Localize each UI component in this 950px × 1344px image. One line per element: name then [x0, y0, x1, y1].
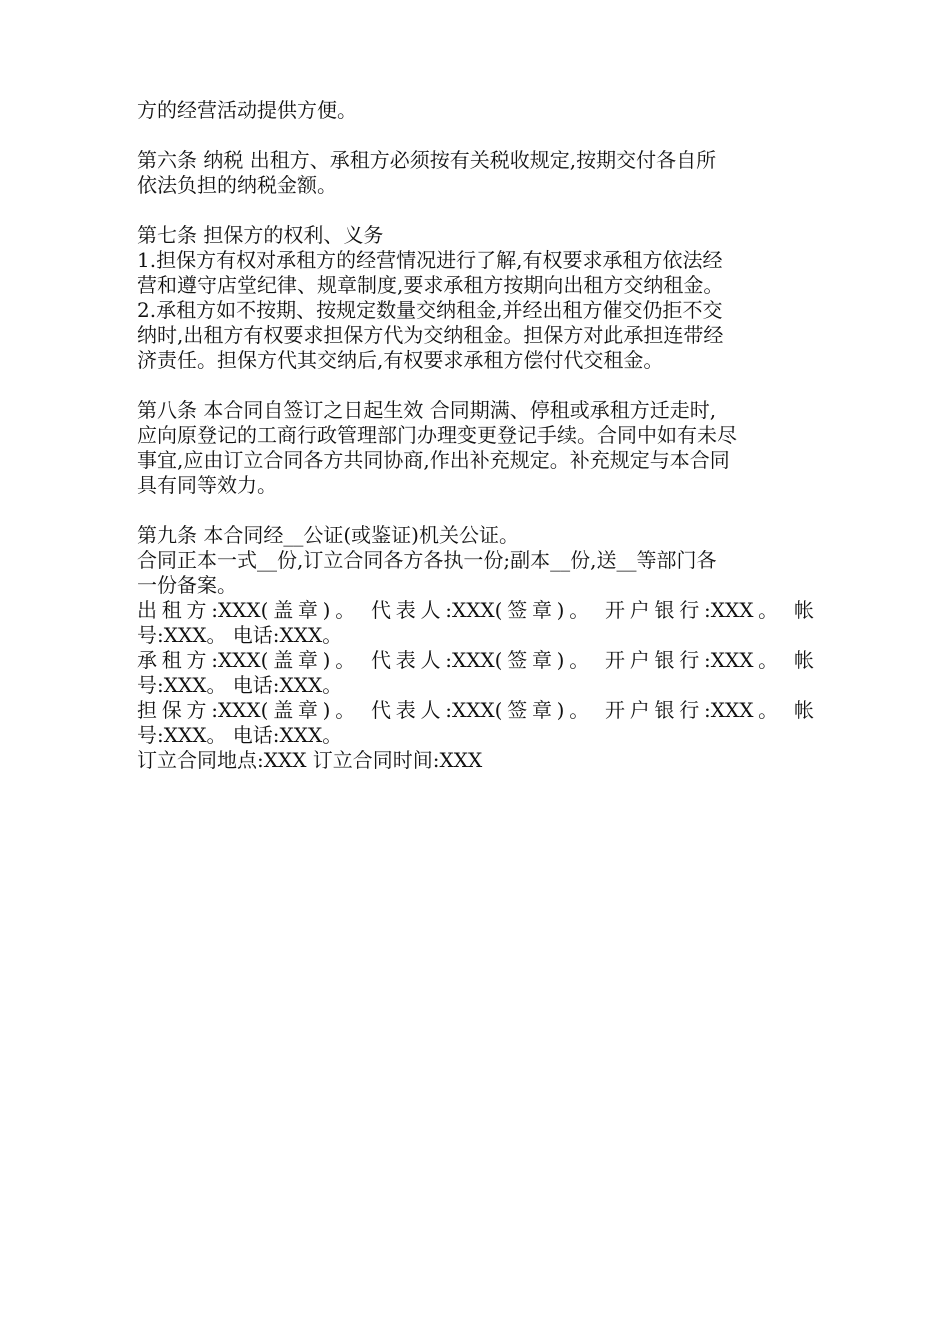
article7-item2-line3: 济责任。担保方代其交纳后,有权要求承租方偿付代交租金。: [137, 348, 664, 372]
article9-line1: 第九条 本合同经__公证(或鉴证)机关公证。: [137, 523, 519, 547]
paragraph-gap: [137, 373, 814, 398]
signing-place-time: 订立合同地点:XXX 订立合同时间:XXX: [137, 748, 483, 772]
article8-line4: 具有同等效力。: [137, 473, 277, 497]
article8-line1: 第八条 本合同自签订之日起生效 合同期满、停租或承租方迁走时,: [137, 398, 717, 422]
article9-line2: 合同正本一式__份,订立合同各方各执一份;副本__份,送__等部门各: [137, 548, 717, 572]
article9-line3: 一份备案。: [137, 573, 237, 597]
lessee-signature-line1: 承租方:XXX(盖章)。 代表人:XXX(签章)。 开户银行:XXX。 帐: [137, 648, 814, 672]
article7-item2-line2: 纳时,出租方有权要求担保方代为交纳租金。担保方对此承担连带经: [137, 323, 724, 347]
article8-line2: 应向原登记的工商行政管理部门办理变更登记手续。合同中如有未尽: [137, 423, 737, 447]
paragraph-gap: [137, 198, 814, 223]
lessor-signature-line2: 号:XXX。 电话:XXX。: [137, 623, 343, 647]
article6-line2: 依法负担的纳税金额。: [137, 173, 337, 197]
article7-item2-line1: 2.承租方如不按期、按规定数量交纳租金,并经出租方催交仍拒不交: [137, 298, 723, 322]
article6-line1: 第六条 纳税 出租方、承租方必须按有关税收规定,按期交付各自所: [137, 148, 717, 172]
article7-title: 第七条 担保方的权利、义务: [137, 223, 384, 247]
paragraph-gap: [137, 123, 814, 148]
document-body: [137, 98, 814, 773]
paragraph-gap: [137, 498, 814, 523]
guarantor-signature-line2: 号:XXX。 电话:XXX。: [137, 723, 343, 747]
lessor-signature-line1: 出租方:XXX(盖章)。 代表人:XXX(签章)。 开户银行:XXX。 帐: [137, 598, 814, 622]
lessee-signature-line2: 号:XXX。 电话:XXX。: [137, 673, 343, 697]
intro-tail: 方的经营活动提供方便。: [137, 98, 357, 122]
article7-item1-line2: 营和遵守店堂纪律、规章制度,要求承租方按期向出租方交纳租金。: [137, 273, 724, 297]
article7-item1-line1: 1.担保方有权对承租方的经营情况进行了解,有权要求承租方依法经: [137, 248, 723, 272]
article8-line3: 事宜,应由订立合同各方共同协商,作出补充规定。补充规定与本合同: [137, 448, 730, 472]
guarantor-signature-line1: 担保方:XXX(盖章)。 代表人:XXX(签章)。 开户银行:XXX。 帐: [137, 698, 814, 722]
